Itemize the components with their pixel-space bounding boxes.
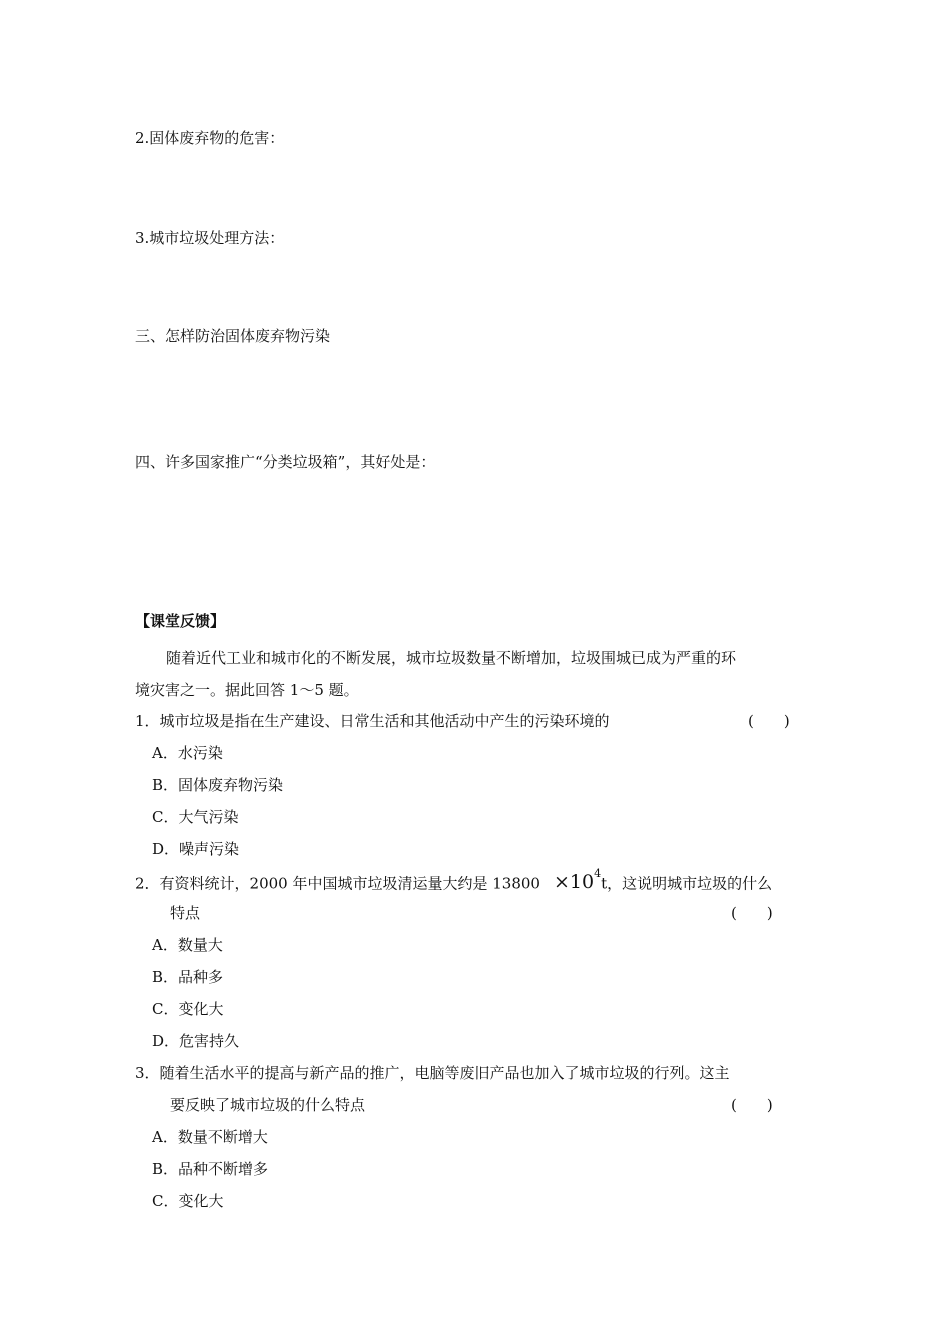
feedback-intro-line1: 随着近代工业和城市化的不断发展，城市垃圾数量不断增加，垃圾围城已成为严重的环 <box>166 649 737 667</box>
question-3-answer-blank: ( ) <box>731 1096 773 1114</box>
question-2-stem-suffix: t，这说明城市垃圾的什么 <box>601 874 773 893</box>
question-2-stem-line2: 特点 <box>170 904 201 922</box>
feedback-intro-line2: 境灾害之一。据此回答 1～5 题。 <box>135 681 359 699</box>
question-2-times-ten: ×10 <box>553 871 595 894</box>
section-three-heading: 三、怎样防治固体废弃物污染 <box>135 327 331 345</box>
question-2-option-c: C．变化大 <box>152 1000 224 1018</box>
question-2-option-a: A．数量大 <box>152 936 223 954</box>
question-3-option-a: A．数量不断增大 <box>152 1128 268 1146</box>
question-2-stem-prefix: 2．有资料统计，2000 年中国城市垃圾清运量大约是 13800 <box>135 874 540 893</box>
question-3-option-c: C．变化大 <box>152 1192 224 1210</box>
question-2-exponent: 4 <box>594 867 602 880</box>
section-four-heading: 四、许多国家推广“分类垃圾箱”，其好处是： <box>135 453 436 471</box>
question-1-option-a: A．水污染 <box>152 744 223 762</box>
question-1-option-b: B．固体废弃物污染 <box>152 776 284 794</box>
question-3-stem: 3．随着生活水平的提高与新产品的推广，电脑等废旧产品也加入了城市垃圾的行列。这主 <box>135 1064 730 1082</box>
question-3-option-b: B．品种不断增多 <box>152 1160 269 1178</box>
question-3-stem-line2: 要反映了城市垃圾的什么特点 <box>170 1096 366 1114</box>
question-2-option-b: B．品种多 <box>152 968 224 986</box>
section-3-title: 3.城市垃圾处理方法： <box>135 229 285 247</box>
question-1-answer-blank: ( ) <box>748 712 790 730</box>
section-2-title: 2.固体废弃物的危害： <box>135 129 285 147</box>
question-2-scientific-notation <box>553 867 602 894</box>
question-2-answer-blank: ( ) <box>731 904 773 922</box>
question-1-option-d: D．噪声污染 <box>152 840 240 858</box>
question-2-option-d: D．危害持久 <box>152 1032 240 1050</box>
question-1-stem: 1．城市垃圾是指在生产建设、日常生活和其他活动中产生的污染环境的 <box>135 712 610 730</box>
question-2-stem <box>135 868 772 893</box>
question-1-option-c: C．大气污染 <box>152 808 239 826</box>
feedback-heading: 【课堂反馈】 <box>135 612 226 630</box>
